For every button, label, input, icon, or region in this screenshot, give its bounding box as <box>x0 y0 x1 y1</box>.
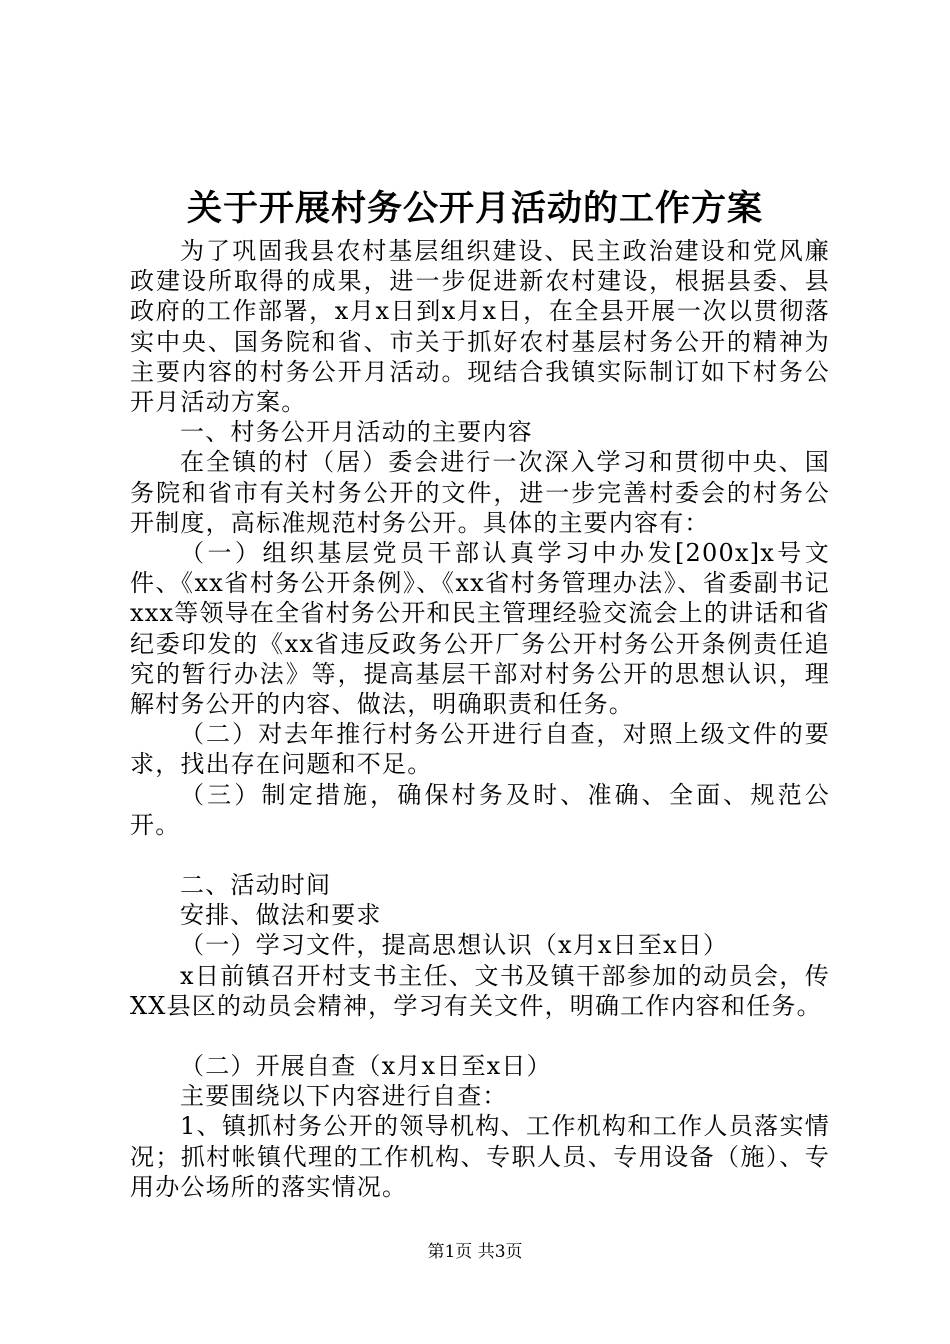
paragraph-item-3: （三）制定措施，确保村务及时、准确、全面、规范公开。 <box>130 780 830 839</box>
paragraph-self-check-item-1: 1、镇抓村务公开的领导机构、工作机构和工作人员落实情况；抓村帐镇代理的工作机构、专职人员、专用设备（施）、专用办公场所的落实情况。 <box>130 1112 830 1201</box>
paragraph-study-detail: x日前镇召开村支书主任、文书及镇干部参加的动员会，传XX县区的动员会精神，学习有关文件，明确工作内容和任务。 <box>130 961 830 1020</box>
paragraph-intro: 为了巩固我县农村基层组织建设、民主政治建设和党风廉政建设所取得的成果，进一步促进新农村建设，根据县委、县政府的工作部署，x月x日到x月x日，在全县开展一次以贯彻落实中央、国务院和省、市关于抓好农村基层村务公开的精神为主要内容的村务公开月活动。现结合我镇实际制订如下村务公开月活动方案。 <box>130 237 830 417</box>
page-number: 第1页 共3页 <box>427 1242 523 1262</box>
paragraph-spacer <box>130 1021 830 1051</box>
section-heading-content: 一、村务公开月活动的主要内容 <box>180 418 533 447</box>
document-title: 关于开展村务公开月活动的工作方案 <box>186 188 763 229</box>
paragraph-self-check-intro: 主要围绕以下内容进行自查： <box>180 1082 508 1111</box>
paragraph-content-overview: 在全镇的村（居）委会进行一次深入学习和贯彻中央、国务院和省市有关村务公开的文件，进一步完善村委会的村务公开制度，高标准规范村务公开。具体的主要内容有： <box>130 448 830 537</box>
subsection-heading-self-check: （二）开展自查（x月x日至x日） <box>180 1052 552 1081</box>
paragraph-item-2: （二）对去年推行村务公开进行自查，对照上级文件的要求，找出存在问题和不足。 <box>130 720 830 779</box>
section-heading-time: 二、活动时间 <box>180 871 332 900</box>
paragraph-spacer <box>130 840 830 870</box>
document-body <box>130 236 830 1202</box>
subsection-heading-study: （一）学习文件，提高思想认识（x月x日至x日） <box>180 931 729 960</box>
section-subheading-arrangement: 安排、做法和要求 <box>180 901 382 930</box>
paragraph-item-1: （一）组织基层党员干部认真学习中办发[200x]x号文件、《xx省村务公开条例》、《xx省村务管理办法》、省委副书记xxx等领导在全省村务公开和民主管理经验交流会上的讲话和省纪委印发的《xx省违反政务公开厂务公开村务公开条例责任追究的暂行办法》等，提高基层干部对村务公开的思想认识，理解村务公开的内容、做法，明确职责和任务。 <box>130 539 830 719</box>
